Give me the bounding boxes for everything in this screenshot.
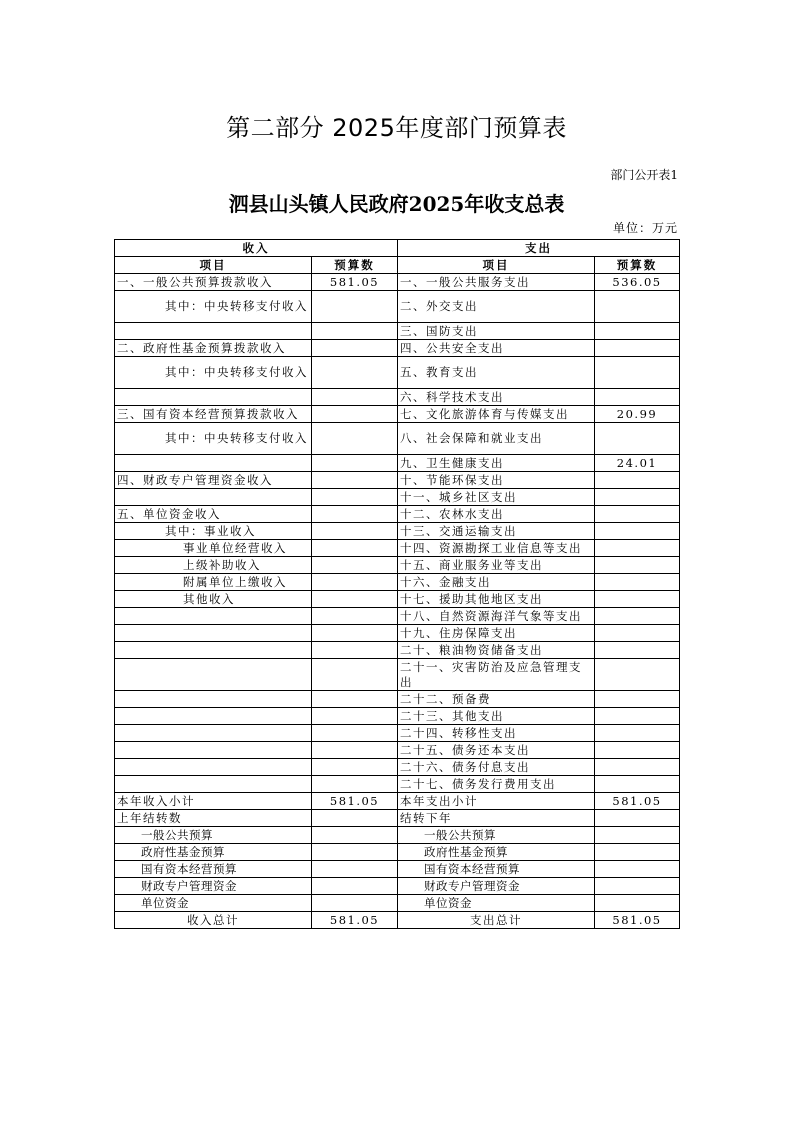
- income-value-cell: 581.05: [312, 274, 398, 291]
- income-carry-label: 上年结转数: [115, 810, 312, 827]
- income-value-cell: [312, 574, 398, 591]
- expense-item-cell: 六、科学技术支出: [398, 389, 595, 406]
- income-item-cell: 三、国有资本经营预算拨款收入: [115, 406, 312, 423]
- table-row: [115, 776, 680, 793]
- expense-item-cell: 二十五、债务还本支出: [398, 742, 595, 759]
- expense-value-cell: [595, 742, 680, 759]
- expense-value-cell: [595, 523, 680, 540]
- income-value-cell: [312, 776, 398, 793]
- expense-item-cell: 七、文化旅游体育与传媒支出: [398, 406, 595, 423]
- table-row: [115, 406, 680, 423]
- subtotal-row: [115, 793, 680, 810]
- expense-value-cell: [595, 591, 680, 608]
- table-row: [115, 591, 680, 608]
- expense-value-cell: [595, 506, 680, 523]
- table-row: [115, 489, 680, 506]
- expense-carry-item-value: [595, 827, 680, 844]
- table-row: [115, 742, 680, 759]
- income-item-cell: [115, 742, 312, 759]
- carry-item-row: [115, 878, 680, 895]
- income-carry-item: 国有资本经营预算: [115, 861, 312, 878]
- table-row: [115, 540, 680, 557]
- expense-item-cell: 八、社会保障和就业支出: [398, 423, 595, 455]
- income-subtotal-label: 本年收入小计: [115, 793, 312, 810]
- table-row: [115, 759, 680, 776]
- expense-item-cell: 十四、资源勘探工业信息等支出: [398, 540, 595, 557]
- income-item-cell: 事业单位经营收入: [115, 540, 312, 557]
- income-carry-item: 单位资金: [115, 895, 312, 912]
- income-total-value: 581.05: [312, 912, 398, 929]
- table-row: [115, 274, 680, 291]
- expense-value-cell: [595, 357, 680, 389]
- expense-item-cell: 二十二、预备费: [398, 691, 595, 708]
- expense-item-cell: 四、公共安全支出: [398, 340, 595, 357]
- income-carry-item: 一般公共预算: [115, 827, 312, 844]
- income-item-cell: 上级补助收入: [115, 557, 312, 574]
- table-row: [115, 691, 680, 708]
- budget-table: [114, 239, 680, 929]
- table-row: [115, 557, 680, 574]
- expense-item-header: 项目: [398, 257, 595, 274]
- carry-header-row: [115, 810, 680, 827]
- income-subtotal-value: 581.05: [312, 793, 398, 810]
- header-row-sections: [115, 240, 680, 257]
- table-row: [115, 608, 680, 625]
- expense-carry-item-value: [595, 878, 680, 895]
- income-item-cell: 其中：事业收入: [115, 523, 312, 540]
- expense-carry-item-value: [595, 861, 680, 878]
- expense-item-cell: 十二、农林水支出: [398, 506, 595, 523]
- income-item-cell: 其他收入: [115, 591, 312, 608]
- income-value-cell: [312, 423, 398, 455]
- expense-value-cell: [595, 691, 680, 708]
- income-carry-item-value: [312, 844, 398, 861]
- income-item-cell: 二、政府性基金预算拨款收入: [115, 340, 312, 357]
- income-value-cell: [312, 506, 398, 523]
- table-row: [115, 625, 680, 642]
- income-value-cell: [312, 389, 398, 406]
- income-item-cell: 五、单位资金收入: [115, 506, 312, 523]
- carry-item-row: [115, 827, 680, 844]
- income-item-cell: [115, 725, 312, 742]
- income-item-cell: 附属单位上缴收入: [115, 574, 312, 591]
- income-item-cell: [115, 708, 312, 725]
- expense-value-cell: [595, 423, 680, 455]
- expense-carry-item: 政府性基金预算: [398, 844, 595, 861]
- expense-carry-value: [595, 810, 680, 827]
- table-row: [115, 642, 680, 659]
- income-value-cell: [312, 591, 398, 608]
- expense-item-cell: 二十三、其他支出: [398, 708, 595, 725]
- income-carry-item: 政府性基金预算: [115, 844, 312, 861]
- expense-item-cell: 二、外交支出: [398, 291, 595, 323]
- expense-item-cell: 二十一、灾害防治及应急管理支出: [398, 659, 595, 691]
- table-row: [115, 323, 680, 340]
- expense-item-cell: 三、国防支出: [398, 323, 595, 340]
- expense-subtotal-value: 581.05: [595, 793, 680, 810]
- income-value-cell: [312, 340, 398, 357]
- income-value-cell: [312, 557, 398, 574]
- expense-value-cell: 536.05: [595, 274, 680, 291]
- expense-item-cell: 十一、城乡社区支出: [398, 489, 595, 506]
- expense-value-cell: [595, 659, 680, 691]
- income-item-cell: [115, 776, 312, 793]
- table-row: [115, 423, 680, 455]
- expense-value-cell: [595, 340, 680, 357]
- expense-value-cell: [595, 642, 680, 659]
- table-row: [115, 389, 680, 406]
- table-row: [115, 291, 680, 323]
- income-item-header: 项目: [115, 257, 312, 274]
- form-number: 部门公开表1: [610, 168, 678, 182]
- income-carry-value: [312, 810, 398, 827]
- income-value-cell: [312, 291, 398, 323]
- carry-item-row: [115, 861, 680, 878]
- expense-value-cell: [595, 489, 680, 506]
- expense-item-cell: 二十四、转移性支出: [398, 725, 595, 742]
- income-item-cell: 四、财政专户管理资金收入: [115, 472, 312, 489]
- income-value-cell: [312, 455, 398, 472]
- expense-item-cell: 九、卫生健康支出: [398, 455, 595, 472]
- header-row-columns: [115, 257, 680, 274]
- expense-carry-item: 单位资金: [398, 895, 595, 912]
- expense-value-cell: [595, 725, 680, 742]
- expense-value-cell: [595, 540, 680, 557]
- table-row: [115, 659, 680, 691]
- income-value-cell: [312, 625, 398, 642]
- expense-value-cell: [595, 759, 680, 776]
- table-row: [115, 725, 680, 742]
- carry-item-row: [115, 844, 680, 861]
- income-carry-item-value: [312, 878, 398, 895]
- expense-value-cell: 24.01: [595, 455, 680, 472]
- expense-value-cell: [595, 389, 680, 406]
- income-carry-item-value: [312, 861, 398, 878]
- expense-value-cell: [595, 608, 680, 625]
- expense-value-cell: [595, 291, 680, 323]
- expense-item-cell: 十六、金融支出: [398, 574, 595, 591]
- table-row: [115, 523, 680, 540]
- income-carry-item-value: [312, 827, 398, 844]
- expense-value-cell: [595, 557, 680, 574]
- table-row: [115, 455, 680, 472]
- expense-value-cell: 20.99: [595, 406, 680, 423]
- income-total-label: 收入总计: [115, 912, 312, 929]
- income-value-cell: [312, 357, 398, 389]
- income-value-cell: [312, 725, 398, 742]
- expense-value-cell: [595, 472, 680, 489]
- table-row: [115, 574, 680, 591]
- page-title: 第二部分 2025年度部门预算表: [226, 114, 567, 142]
- expense-total-label: 支出总计: [398, 912, 595, 929]
- income-item-cell: 其中：中央转移支付收入: [115, 423, 312, 455]
- income-item-cell: [115, 659, 312, 691]
- income-value-cell: [312, 691, 398, 708]
- expense-item-cell: 一、一般公共服务支出: [398, 274, 595, 291]
- expense-item-cell: 十三、交通运输支出: [398, 523, 595, 540]
- income-value-cell: [312, 742, 398, 759]
- expense-item-cell: 五、教育支出: [398, 357, 595, 389]
- income-item-cell: [115, 759, 312, 776]
- expense-carry-item: 一般公共预算: [398, 827, 595, 844]
- income-item-cell: [115, 625, 312, 642]
- table-row: [115, 708, 680, 725]
- expense-item-cell: 十八、自然资源海洋气象等支出: [398, 608, 595, 625]
- income-value-cell: [312, 659, 398, 691]
- income-item-cell: 其中：中央转移支付收入: [115, 357, 312, 389]
- income-value-cell: [312, 759, 398, 776]
- expense-carry-item: 财政专户管理资金: [398, 878, 595, 895]
- expense-budget-header: 预算数: [595, 257, 680, 274]
- expense-value-cell: [595, 625, 680, 642]
- expense-value-cell: [595, 574, 680, 591]
- expense-value-cell: [595, 708, 680, 725]
- income-value-cell: [312, 323, 398, 340]
- carry-item-row: [115, 895, 680, 912]
- income-value-cell: [312, 708, 398, 725]
- table-row: [115, 506, 680, 523]
- income-value-cell: [312, 489, 398, 506]
- income-item-cell: [115, 691, 312, 708]
- expense-carry-item-value: [595, 895, 680, 912]
- income-item-cell: [115, 323, 312, 340]
- income-value-cell: [312, 472, 398, 489]
- unit-label: 单位：万元: [612, 221, 678, 235]
- expense-total-value: 581.05: [595, 912, 680, 929]
- income-value-cell: [312, 523, 398, 540]
- income-item-cell: [115, 489, 312, 506]
- table-row: [115, 357, 680, 389]
- income-value-cell: [312, 406, 398, 423]
- income-item-cell: [115, 455, 312, 472]
- income-carry-item: 财政专户管理资金: [115, 878, 312, 895]
- expense-value-cell: [595, 323, 680, 340]
- income-budget-header: 预算数: [312, 257, 398, 274]
- table-row: [115, 472, 680, 489]
- income-item-cell: 一、一般公共预算拨款收入: [115, 274, 312, 291]
- income-item-cell: [115, 389, 312, 406]
- income-header: 收入: [115, 240, 398, 257]
- expense-item-cell: 十七、援助其他地区支出: [398, 591, 595, 608]
- expense-item-cell: 十、节能环保支出: [398, 472, 595, 489]
- income-item-cell: [115, 642, 312, 659]
- income-value-cell: [312, 540, 398, 557]
- expense-carry-label: 结转下年: [398, 810, 595, 827]
- income-carry-item-value: [312, 895, 398, 912]
- expense-header: 支出: [398, 240, 680, 257]
- income-value-cell: [312, 608, 398, 625]
- expense-item-cell: 二十、粮油物资储备支出: [398, 642, 595, 659]
- expense-value-cell: [595, 776, 680, 793]
- income-value-cell: [312, 642, 398, 659]
- total-row: [115, 912, 680, 929]
- expense-item-cell: 二十七、债务发行费用支出: [398, 776, 595, 793]
- table-title: 泗县山头镇人民政府2025年收支总表: [228, 192, 565, 216]
- expense-carry-item: 国有资本经营预算: [398, 861, 595, 878]
- expense-carry-item-value: [595, 844, 680, 861]
- income-item-cell: 其中：中央转移支付收入: [115, 291, 312, 323]
- table-row: [115, 340, 680, 357]
- expense-item-cell: 十五、商业服务业等支出: [398, 557, 595, 574]
- expense-item-cell: 二十六、债务付息支出: [398, 759, 595, 776]
- expense-item-cell: 十九、住房保障支出: [398, 625, 595, 642]
- income-item-cell: [115, 608, 312, 625]
- table-body: [115, 274, 680, 929]
- expense-subtotal-label: 本年支出小计: [398, 793, 595, 810]
